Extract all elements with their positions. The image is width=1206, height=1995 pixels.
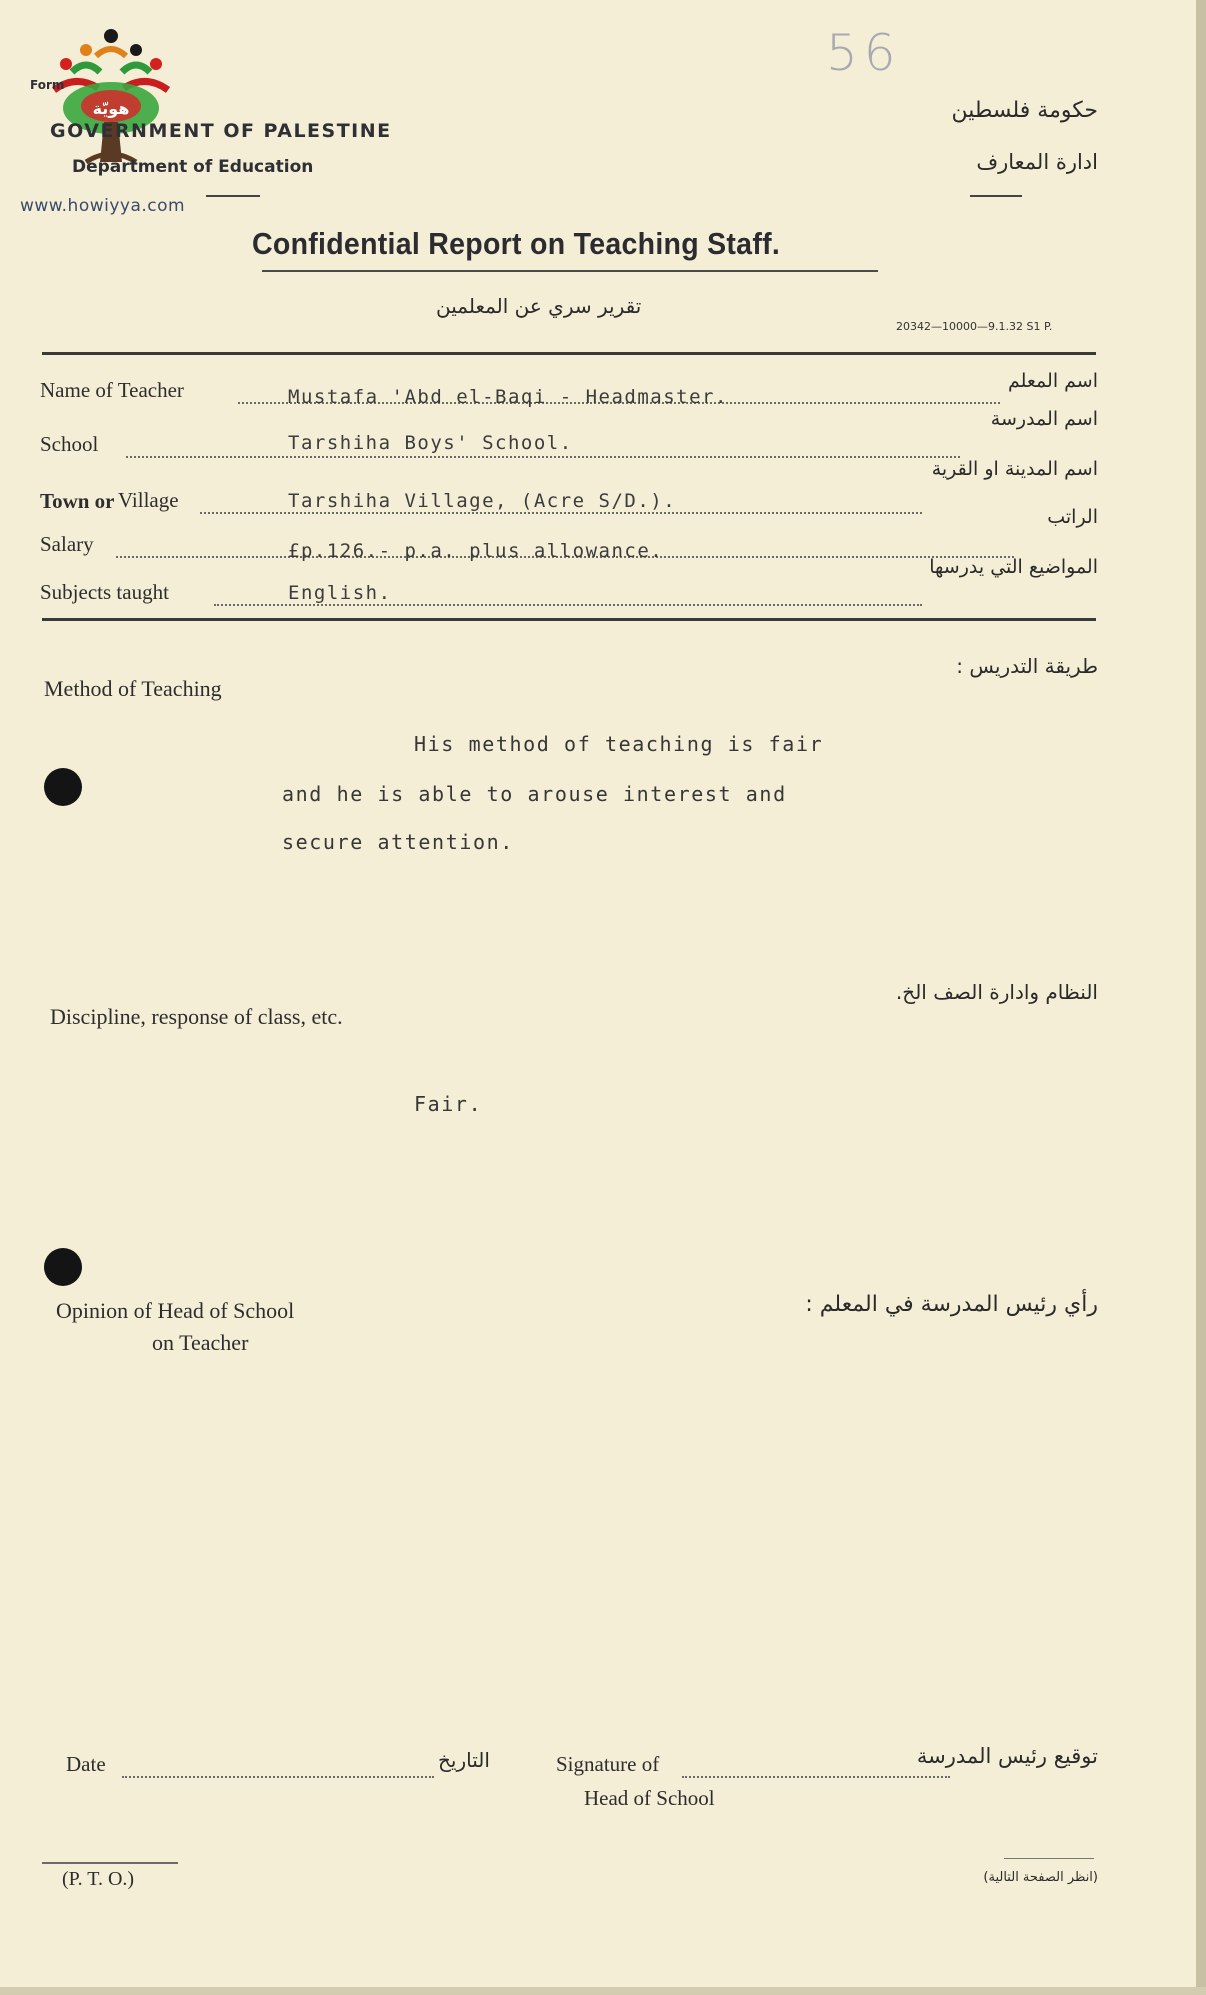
report-title-arabic: تقرير سري عن المعلمين	[436, 294, 642, 318]
method-label: Method of Teaching	[44, 676, 222, 701]
punch-hole-bottom	[44, 1248, 82, 1286]
ar-government-heading: حكومة فلسطين	[951, 98, 1098, 123]
town-or-struck-label: Town or	[40, 489, 115, 513]
opinion-ar-label: رأي رئيس المدرسة في المعلم :	[805, 1292, 1098, 1317]
name-value: Mustafa 'Abd el-Baqi - Headmaster.	[288, 386, 728, 408]
subjects-ar-label: المواضيع التي يدرسها	[929, 556, 1098, 578]
title-underline	[262, 270, 878, 272]
date-ar-label: التاريخ	[438, 1748, 490, 1772]
salary-ar-label: الراتب	[1047, 506, 1098, 528]
subjects-dotted-line	[214, 604, 922, 606]
school-ar-label: اسم المدرسة	[990, 408, 1098, 430]
village-dotted-line	[200, 512, 922, 514]
village-value: Tarshiha Village, (Acre S/D.).	[288, 490, 677, 512]
archive-number: 56	[826, 24, 902, 82]
watermark-url: www.howiyya.com	[20, 196, 186, 216]
fields-bottom-rule	[42, 618, 1096, 621]
opinion-label: Opinion of Head of School	[56, 1298, 295, 1323]
school-value: Tarshiha Boys' School.	[288, 432, 573, 454]
method-line-1: His method of teaching is fair	[414, 732, 824, 756]
school-dotted-line	[126, 456, 960, 458]
logo-text: هويّة	[92, 99, 130, 118]
village-ar-label: اسم المدينة او القرية	[931, 458, 1098, 480]
pto-label: (P. T. O.)	[62, 1868, 135, 1890]
date-label: Date	[66, 1752, 106, 1776]
punch-hole-top	[44, 768, 82, 806]
method-line-3: secure attention.	[282, 830, 514, 854]
method-ar-label: طريقة التدريس :	[956, 654, 1098, 678]
pto-ar-label: (انظر الصفحة التالية)	[983, 1870, 1098, 1885]
signature-dotted-line	[682, 1776, 950, 1778]
opinion-label-line-2: on Teacher	[152, 1330, 249, 1355]
subjects-value: English.	[288, 582, 392, 604]
ar-department-heading: ادارة المعارف	[976, 150, 1098, 174]
school-label: School	[40, 432, 99, 456]
howiyya-logo-icon	[46, 22, 176, 172]
print-code: 20342—10000—9.1.32 S1 P.	[896, 320, 1053, 333]
salary-label: Salary	[40, 532, 94, 556]
date-dotted-line	[122, 1776, 434, 1778]
report-title: Confidential Report on Teaching Staff.	[252, 226, 781, 261]
signature-sub-label: Head of School	[584, 1786, 715, 1810]
form-label: Form	[30, 78, 65, 92]
method-line-2: and he is able to arouse interest and	[282, 782, 787, 806]
fields-top-rule	[42, 352, 1096, 355]
signature-ar-label: توقيع رئيس المدرسة	[916, 1744, 1098, 1768]
government-heading: GOVERNMENT OF PALESTINE	[50, 120, 392, 142]
name-ar-label: اسم المعلم	[1007, 370, 1098, 392]
signature-label: Signature of	[556, 1752, 660, 1776]
discipline-value: Fair.	[414, 1092, 483, 1116]
salary-value: £p.126.- p.a. plus allowance.	[288, 540, 664, 562]
name-label: Name of Teacher	[40, 378, 184, 402]
department-heading: Department of Education	[72, 157, 314, 177]
discipline-label: Discipline, response of class, etc.	[50, 1004, 343, 1029]
scan-edge-bottom	[0, 1987, 1206, 1995]
header-rule-right	[970, 195, 1022, 197]
pto-ar-rule	[1004, 1858, 1094, 1859]
village-label: Village	[118, 488, 179, 512]
scan-edge-right	[1196, 0, 1206, 1995]
subjects-label: Subjects taught	[40, 580, 169, 604]
header-rule-left	[206, 195, 260, 197]
discipline-ar-label: النظام وادارة الصف الخ.	[895, 980, 1098, 1004]
